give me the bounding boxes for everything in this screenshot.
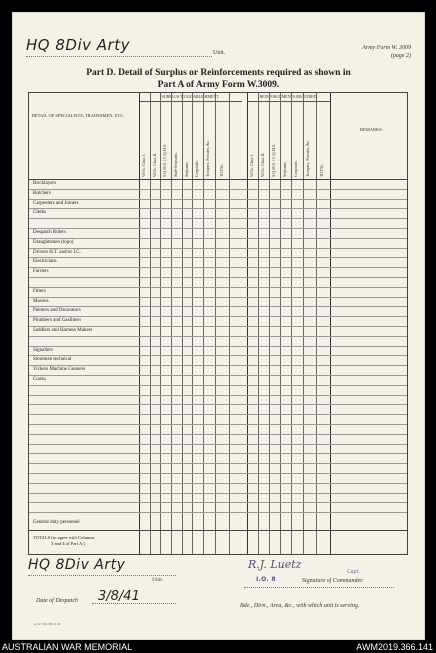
table-row-rule (29, 444, 407, 445)
archive-id: AWM2019.366.141 (356, 642, 433, 652)
commander-signature: R.J. Luetz (248, 558, 302, 571)
surplus-column-header: S.Q.M.S. / C.Q.M.S. (162, 143, 167, 177)
column-rule (192, 93, 193, 554)
table-row-label: Masons (33, 298, 49, 304)
column-rule (247, 93, 248, 554)
detail-header: DETAIL OF SPECIALISTS, TRADESMEN, ETC. (31, 113, 125, 118)
form-reference (362, 44, 411, 60)
reinforcement-column-header: W.Os. Class II. (260, 152, 265, 177)
reinforcement-column-header: Corporals. (293, 160, 298, 177)
form-title-line2: Part A of Army Form W.3009. (157, 80, 280, 90)
table-row-rule (29, 463, 407, 464)
reinforcement-column-header: TOTAL. (319, 163, 324, 177)
unit-label-top: Unit. (213, 50, 226, 56)
general-duty-rule (29, 530, 407, 531)
table-row-rule (29, 404, 407, 405)
reinforcement-column-header: W.Os. Class I. (249, 154, 254, 177)
reinforcement-column-header: S.Q.M.S. / C.Q.M.S. (271, 143, 276, 177)
table-row-rule (29, 365, 407, 366)
officer-stamp: I.O. 8 (256, 576, 276, 583)
despatch-line (92, 603, 176, 604)
table-row-label: Plumbers and Gasfitters (33, 318, 82, 324)
table-row-rule (29, 336, 407, 337)
column-rule (160, 93, 161, 554)
table-row-label: Signallers (33, 347, 53, 353)
unit-line-bottom (28, 575, 176, 576)
table-row-rule (29, 473, 407, 474)
column-rule (139, 93, 140, 554)
archive-name: AUSTRALIAN WAR MEMORIAL (2, 642, 133, 652)
surplus-column-header: Troopers, Privates, &c. (205, 139, 210, 177)
despatch-label: Date of Despatch (36, 598, 78, 604)
table-row-rule (29, 228, 407, 229)
column-rule (316, 93, 317, 554)
surplus-column-header: Serjeants. (184, 161, 189, 177)
table-row-label: Cooks (33, 377, 46, 382)
print-code: A.W. 334 30x 2.40 (34, 622, 61, 626)
signature-label: Signature of Commander. (302, 578, 364, 584)
despatch-date: 3/8/41 (98, 589, 140, 604)
column-rule (330, 93, 331, 554)
table-row-label: Fitters (33, 288, 46, 294)
totals-label-line2: 3 and 4 of Part A.) (51, 541, 85, 546)
form-sheet (12, 12, 425, 640)
table-row-rule (29, 257, 407, 258)
table-row-rule (29, 297, 407, 298)
table-row-label: Draughtsmen (topo) (33, 239, 74, 245)
table-row-rule (29, 434, 407, 435)
surplus-column-header: Corporals. (194, 160, 199, 177)
table-row-rule (29, 414, 407, 415)
general-duty-label: General duty personnel (33, 520, 80, 525)
unit-handwritten-top: HQ 8Div Arty (26, 36, 130, 54)
column-rule (258, 93, 259, 554)
table-row-label: Storemen technical (33, 357, 72, 363)
table-row-label: Bricklayers (33, 181, 57, 186)
table-row-rule (29, 424, 407, 425)
column-rule (150, 93, 151, 554)
table-row-label: Despatch Riders (33, 230, 66, 235)
bde-label: Bde., Divn., Area, &c., with which unit is serving. (240, 603, 360, 609)
table-row-rule (29, 493, 407, 494)
table-row-label: Clerks (33, 210, 47, 216)
column-rule (203, 93, 204, 554)
unit-label-bottom: Unit. (152, 577, 164, 583)
table-row-rule (29, 199, 407, 200)
table-row-rule (29, 267, 407, 268)
table-row-rule (29, 287, 407, 288)
table-row-label: Saddlers and Harness Makers (33, 328, 93, 333)
column-rule (280, 93, 281, 554)
table-row-rule (29, 277, 407, 278)
table-row-rule (29, 248, 407, 249)
table-row-rule (29, 375, 407, 376)
surplus-column-header: W.Os. Class I. (141, 154, 146, 177)
column-rule (171, 93, 172, 554)
column-rule (269, 93, 270, 554)
reinforcement-column-header: Troopers, Privates, &c. (305, 139, 310, 177)
table-row-rule (29, 326, 407, 327)
table-row-label: Farriers (33, 269, 49, 275)
form-ref-line2: (page 2) (390, 53, 411, 59)
table-row-label: Carpenters and Joiners (33, 200, 79, 206)
unit-handwritten-bottom: HQ 8Div Arty (28, 557, 126, 573)
table-row-rule (29, 218, 407, 219)
reinforcements-header: REINFORCEMENTS REQUIRED. (247, 93, 330, 102)
table-row-rule (29, 238, 407, 239)
form-ref-line1: Army Form W. 3009 (362, 45, 411, 51)
detail-table (28, 92, 408, 555)
table-row-rule (29, 512, 407, 513)
surplus-column-header: Staff-Serjeants. (173, 152, 178, 177)
table-row-label: Electricians (33, 259, 57, 265)
table-row-rule (29, 208, 407, 209)
table-row-label: Painters and Decorators (33, 308, 81, 314)
table-row-rule (29, 395, 407, 396)
table-row-rule (29, 385, 407, 386)
table-row-rule (29, 316, 407, 317)
surplus-column-header: W.Os. Class II. (152, 152, 157, 177)
totals-label (33, 535, 95, 547)
column-rule (229, 93, 230, 554)
table-row-rule (29, 346, 407, 347)
table-row-rule (29, 453, 407, 454)
surplus-header: SURPLUS TO ESTABLISHMENT. (139, 93, 242, 102)
remarks-header: REMARKS. (360, 127, 383, 132)
stamp-caption: Capt. (347, 569, 361, 575)
header-rule (29, 179, 407, 180)
table-row-label: Butchers (33, 190, 51, 196)
archive-footer (0, 640, 436, 653)
table-row-rule (29, 189, 407, 190)
column-rule (215, 93, 216, 554)
table-row-rule (29, 306, 407, 307)
reinforcement-column-header: Serjeants. (282, 161, 287, 177)
signature-line (244, 587, 394, 588)
table-row-label: Vickers Machine Gunners (33, 367, 86, 373)
form-title-line1: Part D. Detail of Surplus or Reinforcements required as shown in (86, 68, 351, 78)
table-row-rule (29, 355, 407, 356)
table-row-rule (29, 502, 407, 503)
column-rule (303, 93, 304, 554)
unit-line-top (26, 56, 212, 57)
column-rule (182, 93, 183, 554)
table-row-rule (29, 483, 407, 484)
surplus-column-header: TOTAL. (219, 163, 224, 177)
totals-label-line1: TOTALS (to agree with Columns (33, 535, 95, 540)
table-row-label: Drivers H.T. and/or I.C. (33, 249, 81, 255)
column-rule (291, 93, 292, 554)
